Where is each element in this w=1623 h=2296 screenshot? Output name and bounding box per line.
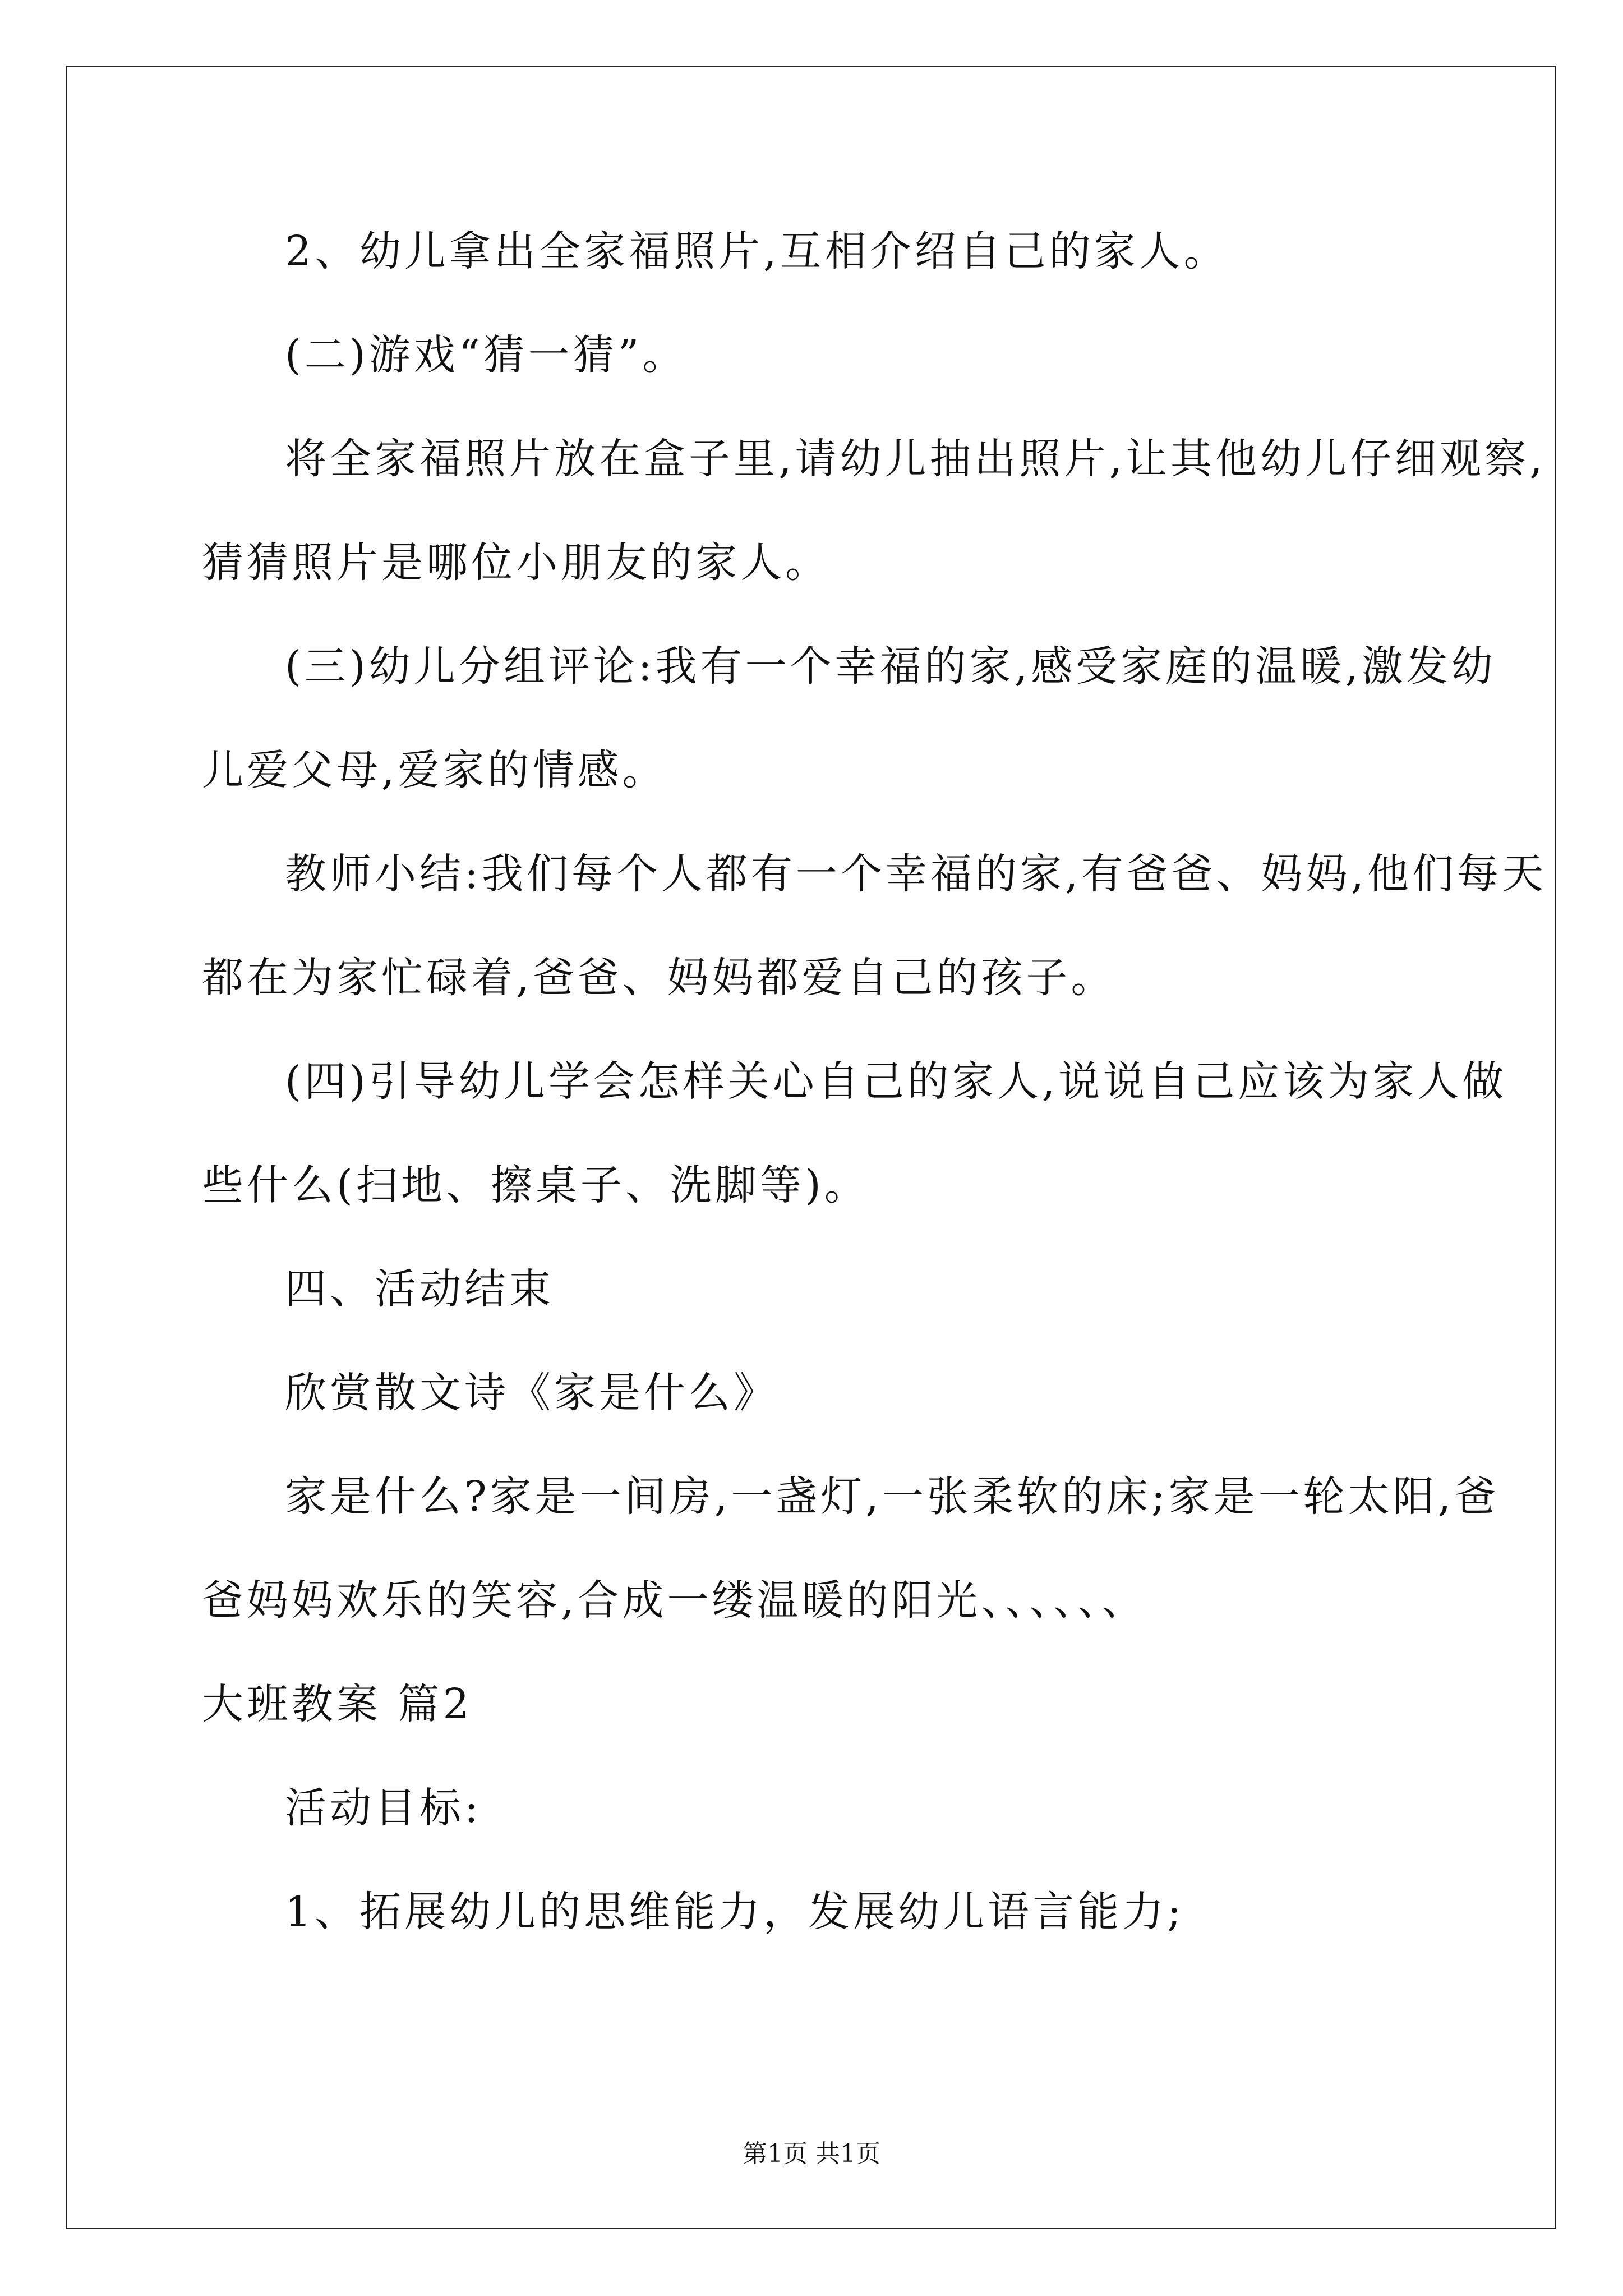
text-line: 家是什么?家是一间房,一盏灯,一张柔软的床;家是一轮太阳,爸	[285, 1473, 1500, 1521]
text-line: (三)幼儿分组评论:我有一个幸福的家,感受家庭的温暖,激发幼	[285, 642, 1496, 691]
text-line: 将全家福照片放在盒子里,请幼儿抽出照片,让其他幼儿仔细观察,	[285, 435, 1546, 483]
text-line: 些什么(扫地、擦桌子、洗脚等)。	[202, 1161, 869, 1209]
section-heading: 四、活动结束	[285, 1265, 554, 1313]
text-line: 都在为家忙碌着,爸爸、妈妈都爱自己的孩子。	[202, 954, 1116, 1002]
text-line: 欣赏散文诗《家是什么》	[285, 1369, 778, 1417]
text-line: 儿爱父母,爱家的情感。	[202, 746, 667, 794]
text-line: 猜猜照片是哪位小朋友的家人。	[202, 539, 830, 587]
text-line: 1、拓展幼儿的思维能力，发展幼儿语言能力;	[285, 1888, 1185, 1936]
text-line: (四)引导幼儿学会怎样关心自己的家人,说说自己应该为家人做	[285, 1057, 1507, 1106]
text-line: 2、幼儿拿出全家福照片,互相介绍自己的家人。	[285, 227, 1229, 275]
text-line: (二)游戏“猜一猜”。	[285, 331, 688, 379]
text-line: 爸妈妈欢乐的笑容,合成一缕温暖的阳光、、、、、、	[202, 1576, 1147, 1625]
text-line: 活动目标:	[285, 1784, 482, 1832]
section-title: 大班教案 篇2	[202, 1680, 473, 1728]
page-number-footer: 第1页 共1页	[743, 2139, 880, 2168]
text-line: 教师小结:我们每个人都有一个幸福的家,有爸爸、妈妈,他们每天	[285, 850, 1547, 898]
